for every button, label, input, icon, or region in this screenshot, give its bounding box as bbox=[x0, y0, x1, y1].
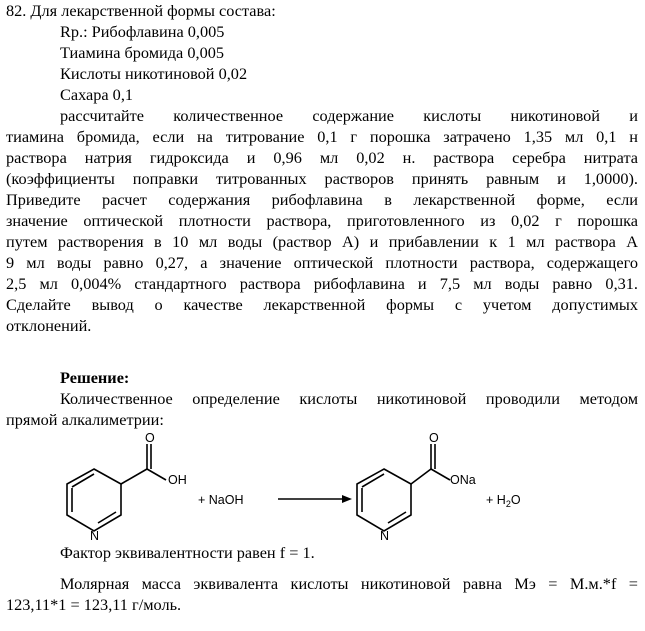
problem-text-line: Приведите расчет содержания рибофлавина в лекарственной форме, если bbox=[6, 190, 638, 209]
solution-heading: Решение: bbox=[60, 368, 130, 387]
problem-text-line: 2,5 мл 0,004% стандартного раствора рибофлавина и 7,5 мл воды равно 0,31. bbox=[6, 274, 638, 293]
problem-text-line: 9 мл воды равно 0,27, а значение оптической плотности раствора, содержащего bbox=[6, 253, 638, 272]
problem-text-line: раствора натрия гидроксида и 0,96 мл 0,02 н. раствора серебра нитрата bbox=[6, 148, 638, 167]
reactant-carbonyl-o: O bbox=[145, 432, 155, 445]
solution-intro-line: прямой алкалиметрии: bbox=[6, 410, 164, 429]
problem-text-line: отклонений. bbox=[6, 316, 92, 335]
molar-mass-line: Молярная масса эквивалента кислоты никотиновой равна Мэ = М.м.*f = bbox=[60, 574, 638, 593]
sodium-nicotinate-structure bbox=[357, 444, 450, 531]
problem-text-line: (коэффициенты поправки титрованных растворов принять равным и 1,0000). bbox=[6, 169, 638, 188]
document-page bbox=[6, 0, 638, 615]
ingredient-thiamine: Тиамина бромида 0,005 bbox=[60, 43, 224, 62]
reactant-hydroxyl: OH bbox=[168, 473, 187, 487]
rp-line: Rp.: Рибофлавина 0,005 bbox=[60, 22, 225, 41]
plus-water: + $H_2O$ bbox=[486, 493, 521, 509]
reaction-arrow bbox=[278, 495, 352, 503]
product-ring-n: N bbox=[380, 529, 390, 542]
problem-text-line: тиамина бромида, если на титрование 0,1 г порошка затрачено 1,35 мл 0,1 н bbox=[6, 127, 638, 146]
problem-text-line: путем растворения в 10 мл воды (раствор А) и прибавлении к 1 мл раствора А bbox=[6, 232, 638, 251]
nicotinic-acid-structure bbox=[67, 444, 166, 531]
solution-intro-line: Количественное определение кислоты никотиновой проводили методом bbox=[60, 389, 638, 408]
ingredient-sugar: Сахара 0,1 bbox=[60, 85, 134, 104]
problem-text-line: Сделайте вывод о качестве лекарственной формы с учетом допустимых bbox=[6, 295, 638, 314]
reaction-scheme-svg bbox=[6, 432, 638, 542]
molar-mass-line: 123,11*1 = 123,11 г/моль. bbox=[6, 595, 182, 614]
problem-text-line: рассчитайте количественное содержание кислоты никотиновой и bbox=[60, 106, 638, 125]
reactant-ring-n: N bbox=[90, 529, 100, 542]
product-ona: ONa bbox=[450, 473, 476, 487]
plus-naoh: + NaOH bbox=[198, 493, 244, 507]
problem-header: 82. Для лекарственной формы состава: bbox=[6, 1, 276, 20]
equivalence-factor-line: Фактор эквивалентности равен f = 1. bbox=[60, 543, 315, 562]
reaction-equation bbox=[6, 432, 638, 542]
product-carbonyl-o: O bbox=[429, 432, 439, 445]
problem-text-line: значение оптической плотности раствора, приготовленного из 0,02 г порошка bbox=[6, 211, 638, 230]
ingredient-nicotinic-acid: Кислоты никотиновой 0,02 bbox=[60, 64, 248, 83]
